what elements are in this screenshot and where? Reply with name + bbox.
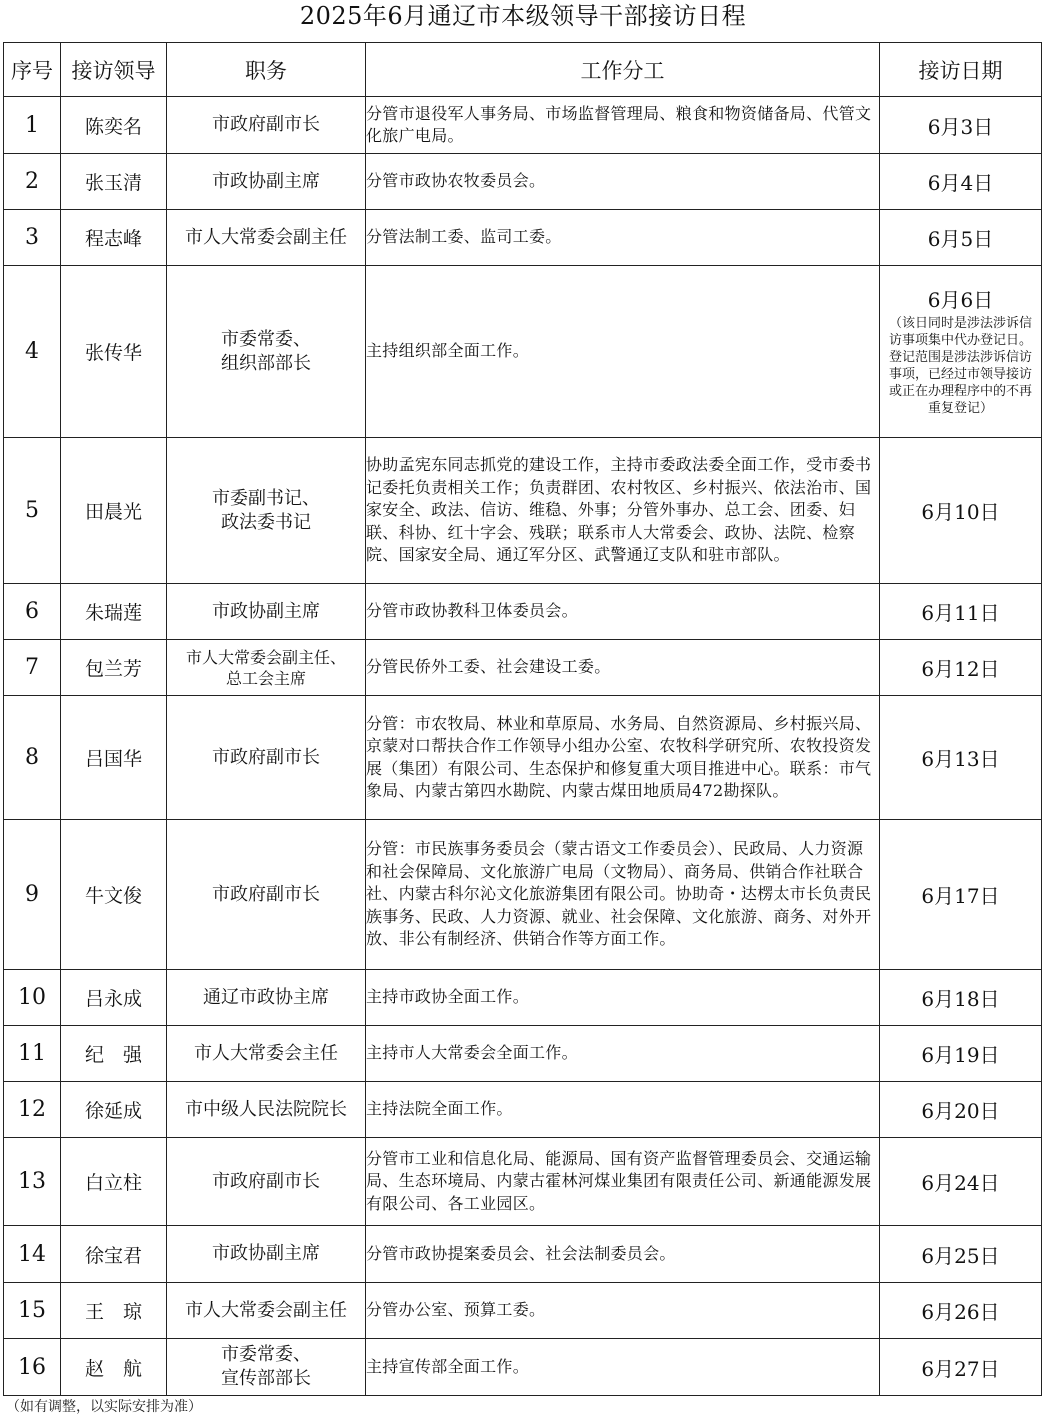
visit-date: 6月11日 (880, 584, 1042, 640)
work-duty: 分管市政协提案委员会、社会法制委员会。 (366, 1226, 880, 1283)
table-row (4, 584, 1042, 640)
leader-position: 市政府副市长 (167, 97, 366, 154)
header-leader: 接访领导 (61, 43, 167, 97)
visit-date: 6月26日 (880, 1283, 1042, 1339)
table-row (4, 210, 1042, 266)
leader-name: 王 琼 (61, 1283, 167, 1339)
visit-date: 6月18日 (880, 970, 1042, 1026)
leader-position: 市政协副主席 (167, 154, 366, 210)
table-header-row (4, 43, 1042, 97)
table-row (4, 640, 1042, 696)
table-row (4, 696, 1042, 820)
row-number: 15 (4, 1283, 61, 1339)
work-duty: 分管：市农牧局、林业和草原局、水务局、自然资源局、乡村振兴局、京蒙对口帮扶合作工作领导小组办公室、农牧科学研究所、农牧投资发展（集团）有限公司、生态保护和修复重大项目推进中心。联系：市气象局、内蒙古第四水勘院、内蒙古煤田地质局472勘探队。 (366, 696, 880, 820)
leader-name: 白立柱 (61, 1138, 167, 1226)
leader-position: 市人大常委会副主任、 总工会主席 (167, 640, 366, 696)
leader-position: 市政协副主席 (167, 584, 366, 640)
table-row (4, 1138, 1042, 1226)
page-title: 2025年6月通辽市本级领导干部接访日程 (299, 2, 747, 30)
work-duty: 分管：市民族事务委员会（蒙古语文工作委员会）、民政局、人力资源和社会保障局、文化旅游广电局（文物局）、商务局、供销合作社联合社、内蒙古科尔沁文化旅游集团有限公司。协助奇・达楞太市长负责民族事务、民政、人力资源、就业、社会保障、文化旅游、商务、对外开放、非公有制经济、供销合作等方面工作。 (366, 820, 880, 970)
work-duty: 分管法制工委、监司工委。 (366, 210, 880, 266)
row-number: 5 (4, 438, 61, 584)
leader-name: 包兰芳 (61, 640, 167, 696)
row-number: 10 (4, 970, 61, 1026)
row-number: 7 (4, 640, 61, 696)
table-row (4, 97, 1042, 154)
leader-name: 朱瑞莲 (61, 584, 167, 640)
visit-date (880, 266, 1042, 438)
visit-date: 6月27日 (880, 1339, 1042, 1396)
visit-date-value: 6月6日 (927, 287, 994, 312)
visit-date: 6月20日 (880, 1082, 1042, 1138)
table-row (4, 154, 1042, 210)
work-duty: 主持宣传部全面工作。 (366, 1339, 880, 1396)
leader-position: 市政协副主席 (167, 1226, 366, 1283)
work-duty: 分管民侨外工委、社会建设工委。 (366, 640, 880, 696)
row-number: 12 (4, 1082, 61, 1138)
leader-position: 市政府副市长 (167, 696, 366, 820)
leader-position: 市政府副市长 (167, 820, 366, 970)
header-position: 职务 (167, 43, 366, 97)
row-number: 4 (4, 266, 61, 438)
leader-position: 市人大常委会主任 (167, 1026, 366, 1082)
table-row (4, 1226, 1042, 1283)
visit-date-note: （该日同时是涉法涉诉信访事项集中代办登记日。登记范围是涉法涉诉信访事项，已经过市领导接访或正在办理程序中的不再重复登记） (888, 315, 1032, 416)
table-row (4, 438, 1042, 584)
row-number: 16 (4, 1339, 61, 1396)
leader-name: 吕永成 (61, 970, 167, 1026)
row-number: 1 (4, 97, 61, 154)
table-row (4, 970, 1042, 1026)
work-duty: 分管办公室、预算工委。 (366, 1283, 880, 1339)
leader-name: 程志峰 (61, 210, 167, 266)
visit-date: 6月24日 (880, 1138, 1042, 1226)
leader-position: 市委常委、 组织部部长 (167, 266, 366, 438)
work-duty: 协助孟宪东同志抓党的建设工作，主持市委政法委全面工作，受市委书记委托负责相关工作；负责群团、农村牧区、乡村振兴、依法治市、国家安全、政法、信访、维稳、外事；分管外事办、总工会、团委、妇联、科协、红十字会、残联；联系市人大常委会、政协、法院、检察院、国家安全局、通辽军分区、武警通辽支队和驻市部队。 (366, 438, 880, 584)
leader-name: 徐延成 (61, 1082, 167, 1138)
header-no: 序号 (4, 43, 61, 97)
leader-name: 陈奕名 (61, 97, 167, 154)
leader-position: 通辽市政协主席 (167, 970, 366, 1026)
header-duty: 工作分工 (366, 43, 880, 97)
table-row (4, 820, 1042, 970)
work-duty: 主持市人大常委会全面工作。 (366, 1026, 880, 1082)
footer-note: （如有调整，以实际安排为准） (6, 1399, 202, 1415)
work-duty: 分管市退役军人事务局、市场监督管理局、粮食和物资储备局、代管文化旅广电局。 (366, 97, 880, 154)
table-row (4, 1082, 1042, 1138)
schedule-table (3, 42, 1042, 1396)
row-number: 11 (4, 1026, 61, 1082)
work-duty: 主持组织部全面工作。 (366, 266, 880, 438)
leader-name: 吕国华 (61, 696, 167, 820)
work-duty: 主持法院全面工作。 (366, 1082, 880, 1138)
leader-name: 纪 强 (61, 1026, 167, 1082)
leader-name: 张传华 (61, 266, 167, 438)
table-row (4, 266, 1042, 438)
row-number: 2 (4, 154, 61, 210)
row-number: 6 (4, 584, 61, 640)
row-number: 9 (4, 820, 61, 970)
visit-date: 6月4日 (880, 154, 1042, 210)
table-row (4, 1026, 1042, 1082)
visit-date: 6月12日 (880, 640, 1042, 696)
visit-date: 6月25日 (880, 1226, 1042, 1283)
visit-date: 6月19日 (880, 1026, 1042, 1082)
row-number: 13 (4, 1138, 61, 1226)
leader-name: 张玉清 (61, 154, 167, 210)
leader-position: 市人大常委会副主任 (167, 210, 366, 266)
row-number: 14 (4, 1226, 61, 1283)
leader-position: 市政府副市长 (167, 1138, 366, 1226)
visit-date: 6月13日 (880, 696, 1042, 820)
leader-position: 市中级人民法院院长 (167, 1082, 366, 1138)
header-date: 接访日期 (880, 43, 1042, 97)
visit-date: 6月17日 (880, 820, 1042, 970)
leader-position: 市委常委、 宣传部部长 (167, 1339, 366, 1396)
row-number: 3 (4, 210, 61, 266)
work-duty: 分管市政协教科卫体委员会。 (366, 584, 880, 640)
work-duty: 主持市政协全面工作。 (366, 970, 880, 1026)
visit-date: 6月10日 (880, 438, 1042, 584)
work-duty: 分管市工业和信息化局、能源局、国有资产监督管理委员会、交通运输局、生态环境局、内蒙古霍林河煤业集团有限责任公司、新通能源发展有限公司、各工业园区。 (366, 1138, 880, 1226)
visit-date: 6月3日 (880, 97, 1042, 154)
row-number: 8 (4, 696, 61, 820)
leader-name: 徐宝君 (61, 1226, 167, 1283)
leader-name: 田晨光 (61, 438, 167, 584)
visit-date: 6月5日 (880, 210, 1042, 266)
table-row (4, 1283, 1042, 1339)
work-duty: 分管市政协农牧委员会。 (366, 154, 880, 210)
leader-name: 赵 航 (61, 1339, 167, 1396)
leader-position: 市人大常委会副主任 (167, 1283, 366, 1339)
table-row (4, 1339, 1042, 1396)
leader-name: 牛文俊 (61, 820, 167, 970)
leader-position: 市委副书记、 政法委书记 (167, 438, 366, 584)
